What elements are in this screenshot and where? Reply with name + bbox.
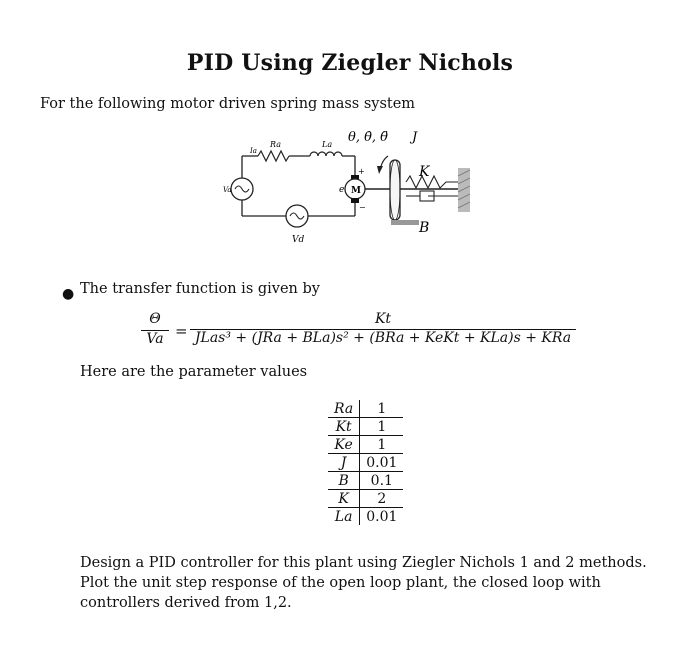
param-symbol: B xyxy=(328,472,360,490)
param-symbol: J xyxy=(328,454,360,472)
svg-text:+: + xyxy=(358,167,365,176)
parameter-table xyxy=(328,400,403,525)
back-emf-label: e xyxy=(339,185,345,195)
param-value: 0.1 xyxy=(370,472,393,489)
table-row xyxy=(328,400,403,418)
param-symbol: Ke xyxy=(328,436,360,454)
eq-lhs-denominator: Va xyxy=(146,331,164,347)
eq-equals-sign: = xyxy=(175,322,188,340)
table-row xyxy=(328,508,403,526)
motor-spring-mass-diagram xyxy=(220,130,480,250)
page-title: PID Using Ziegler Nichols xyxy=(186,50,514,76)
param-symbol: La xyxy=(328,508,360,526)
table-row xyxy=(328,490,403,508)
bullet-icon: ● xyxy=(62,286,75,302)
table-row xyxy=(328,436,403,454)
table-row xyxy=(328,418,403,436)
param-value: 0.01 xyxy=(366,508,398,525)
table-row xyxy=(328,454,403,472)
question-text: Design a PID controller for this plant using Ziegler Nichols 1 and 2 methods. Plot the unit step response of the open loop plant, the closed loop with controllers derived from 1,2. xyxy=(80,555,647,611)
intro-text: For the following motor driven spring mass system xyxy=(40,96,416,112)
eq-lhs-numerator: Θ xyxy=(149,311,161,327)
param-value: 1 xyxy=(377,436,387,453)
bullet-text: The transfer function is given by xyxy=(80,281,320,297)
param-symbol: K xyxy=(328,490,360,508)
param-value: 1 xyxy=(377,418,387,435)
resistor-ra xyxy=(258,151,289,161)
spring-k xyxy=(406,176,458,188)
param-value: 2 xyxy=(377,490,387,507)
svg-text:−: − xyxy=(359,203,366,212)
ra-label: Ra xyxy=(270,140,281,149)
param-value: 0.01 xyxy=(366,454,398,471)
theta-label: θ, θ̇, θ̈ xyxy=(348,130,389,145)
motor-label: M xyxy=(351,186,361,196)
la-label: La xyxy=(322,140,333,149)
spring-label: K xyxy=(419,164,430,180)
va-label: Va xyxy=(223,186,232,194)
params-intro-text: Here are the parameter values xyxy=(80,364,308,380)
param-symbol: Ra xyxy=(328,400,360,418)
vd-label: Vd xyxy=(292,235,305,245)
damper-label: B xyxy=(419,220,430,236)
eq-rhs-numerator: Kt xyxy=(374,311,392,327)
inductor-la xyxy=(310,152,342,156)
ia-label: Ia xyxy=(250,147,257,155)
param-value: 1 xyxy=(377,400,387,417)
inertia-label: J xyxy=(412,130,418,145)
param-symbol: Kt xyxy=(328,418,360,436)
eq-rhs-denominator: JLas³ + (JRa + BLa)s² + (BRa + KeKt + KLa)s + KRa xyxy=(194,330,572,346)
table-row xyxy=(328,472,403,490)
